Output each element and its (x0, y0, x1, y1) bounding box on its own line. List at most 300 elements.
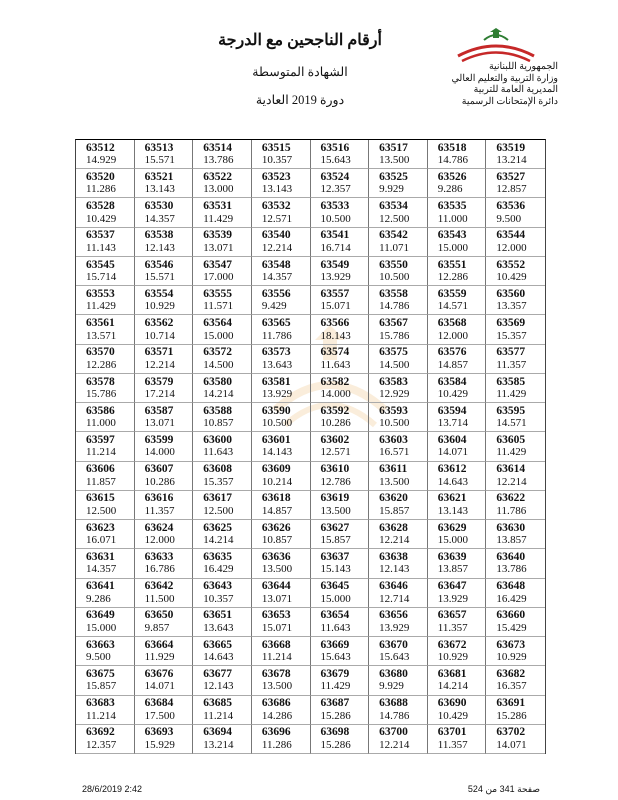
candidate-score: 15.929 (144, 738, 175, 751)
candidate-score: 11.286 (86, 183, 116, 196)
candidate-number: 63664 (144, 638, 174, 651)
candidate-score: 13.714 (437, 417, 468, 430)
candidate-number: 63624 (144, 521, 174, 534)
candidate-number: 63559 (437, 287, 467, 300)
result-cell (76, 637, 135, 666)
result-cell (193, 491, 252, 520)
ministry-line: دائرة الإمتحانات الرسمية (461, 96, 558, 107)
result-cell (486, 666, 545, 695)
result-cell (76, 549, 135, 578)
candidate-number: 63637 (320, 550, 350, 563)
candidate-number: 63636 (261, 550, 291, 563)
candidate-number: 63590 (261, 404, 291, 417)
candidate-number: 63650 (144, 609, 174, 622)
result-cell (311, 169, 370, 198)
result-cell (369, 198, 428, 227)
candidate-number: 63657 (437, 609, 467, 622)
result-cell (193, 579, 252, 608)
candidate-score: 10.429 (437, 388, 468, 401)
result-cell (369, 228, 428, 257)
result-cell (193, 374, 252, 403)
candidate-score: 10.500 (320, 212, 351, 225)
candidate-number: 63536 (496, 200, 526, 213)
candidate-score: 12.214 (379, 738, 410, 751)
candidate-score: 16.786 (144, 563, 175, 576)
candidate-number: 63635 (203, 550, 232, 563)
candidate-score: 13.143 (437, 504, 468, 517)
result-cell (486, 345, 545, 374)
candidate-score: 13.500 (379, 154, 410, 167)
candidate-score: 13.143 (144, 183, 175, 196)
candidate-score: 9.286 (86, 592, 111, 605)
result-cell (486, 608, 545, 637)
result-cell (76, 666, 135, 695)
candidate-number: 63577 (496, 346, 526, 359)
candidate-score: 11.500 (144, 592, 175, 605)
candidate-number: 63584 (437, 375, 467, 388)
candidate-score: 12.714 (379, 592, 410, 605)
candidate-score: 15.286 (320, 709, 351, 722)
candidate-number: 63630 (496, 521, 526, 534)
result-cell (76, 228, 135, 257)
candidate-score: 15.571 (144, 271, 175, 284)
candidate-score: 15.571 (144, 154, 175, 167)
candidate-score: 17.500 (144, 709, 175, 722)
candidate-number: 63580 (203, 375, 232, 388)
result-cell (369, 169, 428, 198)
print-timestamp: 28/6/2019 2:42 (82, 784, 143, 794)
candidate-score: 14.786 (379, 709, 410, 722)
page-title: أرقام الناجحين مع الدرجة (218, 32, 382, 49)
result-cell (252, 725, 311, 754)
candidate-number: 63550 (379, 258, 408, 271)
candidate-number: 63618 (261, 492, 291, 505)
candidate-score: 10.429 (437, 709, 468, 722)
candidate-number: 63514 (203, 141, 232, 154)
candidate-number: 63544 (496, 229, 526, 242)
ministry-line: وزارة التربية والتعليم العالي (451, 73, 558, 84)
candidate-score: 13.500 (379, 475, 410, 488)
candidate-score: 13.929 (320, 271, 351, 284)
result-cell (135, 345, 194, 374)
result-cell (428, 491, 487, 520)
candidate-score: 11.429 (86, 300, 116, 313)
result-cell (486, 403, 545, 432)
title-block (210, 30, 390, 108)
candidate-number: 63687 (320, 697, 350, 710)
candidate-number: 63606 (86, 463, 115, 476)
result-cell (486, 286, 545, 315)
candidate-number: 63620 (379, 492, 408, 505)
result-cell (252, 520, 311, 549)
candidate-score: 12.571 (320, 446, 351, 459)
result-cell (486, 198, 545, 227)
candidate-number: 63569 (496, 317, 526, 330)
candidate-number: 63574 (320, 346, 350, 359)
result-cell (252, 549, 311, 578)
candidate-number: 63540 (261, 229, 291, 242)
candidate-score: 9.929 (379, 680, 404, 693)
candidate-number: 63651 (203, 609, 232, 622)
candidate-score: 14.357 (144, 212, 175, 225)
candidate-score: 10.857 (261, 534, 293, 547)
candidate-score: 9.500 (496, 212, 522, 225)
result-cell (193, 520, 252, 549)
result-cell (486, 520, 545, 549)
result-cell (369, 549, 428, 578)
result-cell (311, 520, 370, 549)
candidate-number: 63600 (203, 433, 232, 446)
result-cell (76, 140, 135, 169)
candidate-number: 63520 (86, 170, 115, 183)
candidate-number: 63608 (203, 463, 232, 476)
candidate-score: 12.214 (261, 241, 293, 254)
candidate-number: 63629 (437, 521, 467, 534)
candidate-number: 63649 (86, 609, 115, 622)
candidate-score: 14.000 (320, 388, 351, 401)
result-cell (311, 462, 370, 491)
result-cell (252, 286, 311, 315)
candidate-score: 11.929 (144, 651, 175, 664)
candidate-score: 15.143 (320, 563, 351, 576)
results-grid (76, 140, 545, 754)
candidate-score: 14.000 (144, 446, 175, 459)
candidate-score: 10.357 (261, 154, 293, 167)
result-cell (252, 345, 311, 374)
result-cell (311, 549, 370, 578)
result-cell (311, 374, 370, 403)
candidate-score: 13.071 (144, 417, 175, 430)
candidate-score: 14.500 (203, 358, 234, 371)
candidate-number: 63680 (379, 667, 408, 680)
result-cell (193, 608, 252, 637)
candidate-score: 14.857 (261, 504, 293, 517)
candidate-number: 63693 (144, 726, 174, 739)
candidate-number: 63678 (261, 667, 291, 680)
result-cell (486, 432, 545, 461)
candidate-number: 63625 (203, 521, 232, 534)
candidate-number: 63698 (320, 726, 350, 739)
candidate-number: 63552 (496, 258, 526, 271)
result-cell (252, 696, 311, 725)
result-cell (486, 228, 545, 257)
candidate-number: 63692 (86, 726, 115, 739)
result-cell (252, 403, 311, 432)
candidate-score: 9.500 (86, 651, 111, 664)
candidate-score: 12.929 (379, 388, 410, 401)
candidate-score: 14.571 (437, 300, 468, 313)
candidate-score: 9.429 (261, 300, 287, 313)
result-cell (311, 286, 370, 315)
candidate-number: 63548 (261, 258, 291, 271)
candidate-score: 11.214 (261, 651, 292, 664)
candidate-number: 63535 (437, 200, 467, 213)
result-cell (252, 198, 311, 227)
result-cell (311, 315, 370, 344)
candidate-score: 13.500 (320, 504, 351, 517)
candidate-number: 63524 (320, 170, 350, 183)
candidate-score: 15.643 (320, 651, 351, 664)
candidate-number: 63557 (320, 287, 350, 300)
candidate-score: 10.500 (261, 417, 293, 430)
result-cell (428, 228, 487, 257)
result-cell (135, 228, 194, 257)
candidate-score: 10.286 (144, 475, 175, 488)
candidate-score: 14.929 (86, 154, 117, 167)
result-cell (369, 345, 428, 374)
candidate-score: 13.357 (496, 300, 527, 313)
candidate-score: 14.357 (261, 271, 293, 284)
result-cell (193, 666, 252, 695)
result-cell (428, 520, 487, 549)
candidate-number: 63517 (379, 141, 408, 154)
result-cell (193, 315, 252, 344)
candidate-score: 15.000 (320, 592, 351, 605)
result-cell (311, 491, 370, 520)
candidate-score: 11.143 (86, 241, 116, 254)
result-cell (486, 374, 545, 403)
candidate-score: 13.071 (203, 241, 234, 254)
ministry-line: الجمهورية اللبنانية (488, 62, 558, 72)
candidate-score: 16.429 (496, 592, 527, 605)
result-cell (193, 725, 252, 754)
candidate-number: 63633 (144, 550, 174, 563)
candidate-score: 14.071 (437, 446, 468, 459)
candidate-score: 13.071 (261, 592, 293, 605)
candidate-number: 63646 (379, 580, 408, 593)
result-cell (135, 666, 194, 695)
result-cell (252, 579, 311, 608)
candidate-number: 63688 (379, 697, 408, 710)
result-cell (135, 725, 194, 754)
result-cell (193, 462, 252, 491)
result-cell (193, 403, 252, 432)
result-cell (486, 462, 545, 491)
candidate-number: 63615 (86, 492, 115, 505)
candidate-score: 12.500 (379, 212, 410, 225)
candidate-score: 11.286 (261, 738, 292, 751)
candidate-number: 63532 (261, 200, 291, 213)
ministry-logo-icon (450, 26, 542, 66)
candidate-number: 63682 (496, 667, 526, 680)
candidate-score: 13.143 (261, 183, 293, 196)
candidate-number: 63575 (379, 346, 408, 359)
candidate-number: 63645 (320, 580, 350, 593)
result-cell (428, 637, 487, 666)
candidate-score: 13.643 (261, 358, 293, 371)
result-cell (311, 637, 370, 666)
result-cell (486, 491, 545, 520)
candidate-score: 14.643 (437, 475, 468, 488)
candidate-score: 12.143 (203, 680, 234, 693)
candidate-number: 63701 (437, 726, 467, 739)
candidate-score: 11.357 (144, 504, 175, 517)
candidate-score: 12.857 (496, 183, 527, 196)
candidate-number: 63597 (86, 433, 115, 446)
candidate-number: 63616 (144, 492, 174, 505)
result-cell (369, 257, 428, 286)
candidate-number: 63660 (496, 609, 526, 622)
result-cell (252, 666, 311, 695)
result-cell (135, 637, 194, 666)
candidate-score: 11.643 (320, 621, 351, 634)
candidate-score: 10.429 (86, 212, 117, 225)
result-cell (76, 315, 135, 344)
candidate-number: 63677 (203, 667, 232, 680)
result-cell (428, 608, 487, 637)
candidate-number: 63588 (203, 404, 232, 417)
candidate-number: 63628 (379, 521, 408, 534)
candidate-score: 11.214 (203, 709, 234, 722)
result-cell (486, 315, 545, 344)
result-cell (369, 579, 428, 608)
candidate-number: 63541 (320, 229, 350, 242)
result-cell (135, 520, 194, 549)
result-cell (369, 491, 428, 520)
result-cell (76, 198, 135, 227)
candidate-number: 63526 (437, 170, 467, 183)
candidate-number: 63570 (86, 346, 115, 359)
candidate-number: 63665 (203, 638, 232, 651)
candidate-score: 12.786 (320, 475, 351, 488)
candidate-number: 63690 (437, 697, 467, 710)
result-cell (135, 403, 194, 432)
candidate-score: 15.714 (86, 271, 117, 284)
candidate-number: 63622 (496, 492, 526, 505)
candidate-number: 63516 (320, 141, 350, 154)
candidate-score: 15.429 (496, 621, 527, 634)
candidate-score: 11.857 (86, 475, 116, 488)
candidate-number: 63700 (379, 726, 408, 739)
candidate-score: 11.429 (496, 446, 527, 459)
result-cell (311, 228, 370, 257)
candidate-number: 63663 (86, 638, 115, 651)
candidate-number: 63571 (144, 346, 174, 359)
candidate-score: 15.357 (496, 329, 527, 342)
candidate-score: 12.000 (496, 241, 527, 254)
candidate-number: 63587 (144, 404, 174, 417)
candidate-number: 63528 (86, 200, 115, 213)
candidate-number: 63561 (86, 317, 115, 330)
candidate-number: 63545 (86, 258, 115, 271)
result-cell (76, 462, 135, 491)
candidate-number: 63565 (261, 317, 291, 330)
result-cell (428, 169, 487, 198)
candidate-number: 63522 (203, 170, 232, 183)
candidate-number: 63572 (203, 346, 232, 359)
candidate-number: 63551 (437, 258, 467, 271)
result-cell (76, 286, 135, 315)
candidate-score: 15.000 (86, 621, 117, 634)
result-cell (428, 549, 487, 578)
result-cell (76, 579, 135, 608)
candidate-number: 63543 (437, 229, 467, 242)
candidate-number: 63512 (86, 141, 115, 154)
result-cell (135, 257, 194, 286)
candidate-score: 13.786 (496, 563, 527, 576)
candidate-number: 63585 (496, 375, 526, 388)
result-cell (311, 579, 370, 608)
result-cell (193, 286, 252, 315)
candidate-number: 63685 (203, 697, 232, 710)
candidate-number: 63515 (261, 141, 291, 154)
result-cell (311, 725, 370, 754)
candidate-score: 10.929 (144, 300, 175, 313)
exam-name: الشهادة المتوسطة (252, 65, 348, 79)
candidate-score: 11.000 (86, 417, 116, 430)
candidate-score: 15.000 (437, 534, 468, 547)
candidate-number: 63691 (496, 697, 526, 710)
candidate-score: 12.000 (144, 534, 175, 547)
result-cell (193, 637, 252, 666)
candidate-number: 63601 (261, 433, 291, 446)
candidate-score: 10.714 (144, 329, 175, 342)
candidate-number: 63538 (144, 229, 174, 242)
candidate-score: 11.071 (379, 241, 409, 254)
candidate-score: 15.786 (379, 329, 410, 342)
result-cell (135, 198, 194, 227)
candidate-number: 63527 (496, 170, 526, 183)
candidate-number: 63696 (261, 726, 291, 739)
candidate-number: 63549 (320, 258, 350, 271)
candidate-score: 14.214 (203, 534, 234, 547)
candidate-number: 63626 (261, 521, 291, 534)
result-cell (369, 374, 428, 403)
result-cell (428, 666, 487, 695)
candidate-number: 63513 (144, 141, 174, 154)
result-cell (428, 403, 487, 432)
result-cell (486, 549, 545, 578)
results-table (75, 139, 546, 754)
candidate-score: 14.214 (203, 388, 234, 401)
candidate-score: 15.071 (261, 621, 293, 634)
candidate-score: 11.571 (203, 300, 234, 313)
candidate-number: 63617 (203, 492, 232, 505)
candidate-number: 63683 (86, 697, 115, 710)
candidate-score: 15.357 (203, 475, 234, 488)
result-cell (369, 637, 428, 666)
result-cell (311, 432, 370, 461)
candidate-score: 13.786 (203, 154, 234, 167)
candidate-score: 11.214 (86, 709, 116, 722)
candidate-score: 16.571 (379, 446, 410, 459)
candidate-number: 63669 (320, 638, 350, 651)
candidate-number: 63560 (496, 287, 526, 300)
candidate-number: 63553 (86, 287, 115, 300)
candidate-score: 15.643 (320, 154, 351, 167)
result-cell (193, 169, 252, 198)
candidate-number: 63602 (320, 433, 350, 446)
candidate-number: 63694 (203, 726, 232, 739)
result-cell (369, 696, 428, 725)
candidate-score: 12.500 (203, 504, 234, 517)
candidate-number: 63612 (437, 463, 467, 476)
candidate-score: 16.429 (203, 563, 234, 576)
candidate-number: 63672 (437, 638, 467, 651)
candidate-score: 14.214 (437, 680, 468, 693)
result-cell (252, 374, 311, 403)
candidate-number: 63595 (496, 404, 526, 417)
candidate-number: 63581 (261, 375, 291, 388)
result-cell (311, 696, 370, 725)
result-cell (252, 491, 311, 520)
result-cell (252, 462, 311, 491)
result-cell (369, 725, 428, 754)
candidate-number: 63609 (261, 463, 291, 476)
candidate-number: 63604 (437, 433, 467, 446)
candidate-score: 13.000 (203, 183, 234, 196)
candidate-number: 63673 (496, 638, 526, 651)
